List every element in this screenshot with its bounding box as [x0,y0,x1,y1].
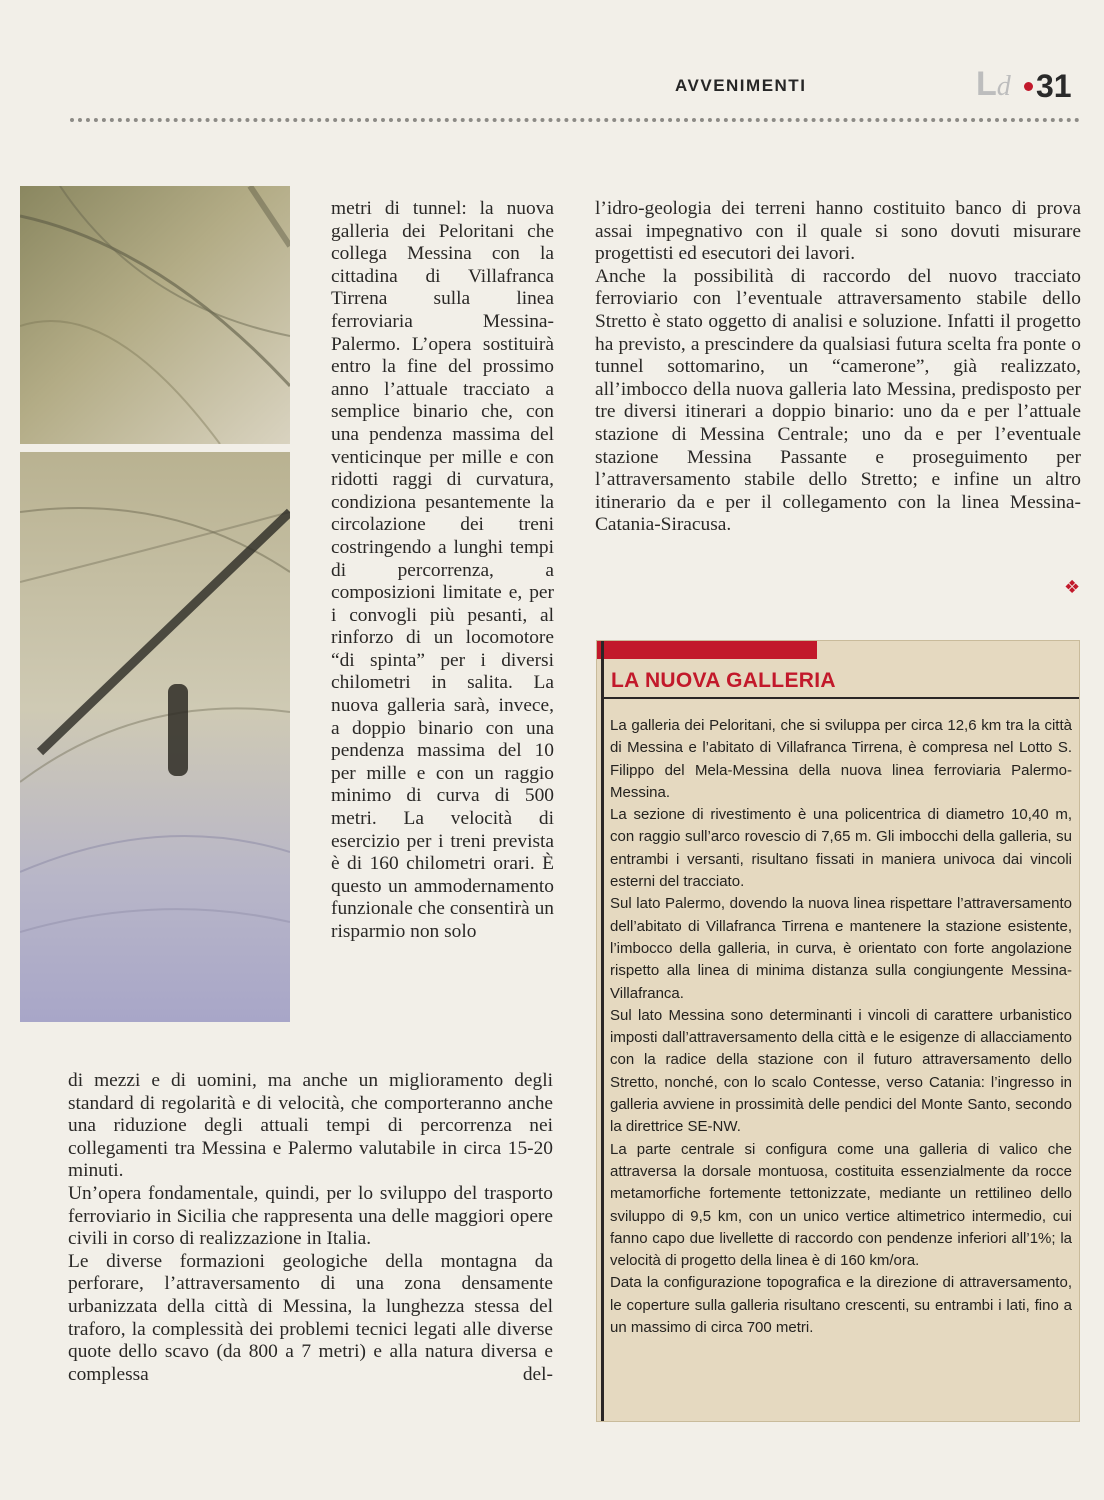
sidebar-box [596,640,1080,1422]
sidebar-paragraph: La sezione di rivestimento è una policentrica di diametro 10,40 m, con raggio sull’arco rovescio di 7,65 m. Gli imbocchi della galleria, su entrambi i versanti, risultano fissati in maniera univoca dai vincoli esterni del tracciato. [610,806,1072,891]
sidebar-title: LA NUOVA GALLERIA [611,669,836,692]
magazine-logo [976,64,1011,107]
end-of-article-icon: ❖ [1064,577,1081,598]
sidebar-title-rule [601,697,1079,699]
article-paragraph: Un’opera fondamentale, quindi, per lo sviluppo del trasporto ferroviario in Sicilia che rappresenta una delle maggiori opere civili in corso di realizzazione in Italia. [68,1182,553,1250]
sidebar-body [610,715,1072,1339]
article-column-right [595,198,1081,537]
sidebar-accent-bar [597,641,817,659]
tunnel-photo-top [20,186,290,444]
page-number: 31 [1036,68,1072,104]
sidebar-paragraph: La galleria dei Peloritani, che si sviluppa per circa 12,6 km tra la città di Messina e l’abitato di Villafranca Tirrena, è compresa nel Lotto S. Filippo del Mela-Messina della nuova linea ferroviaria Palermo-Messina. [610,717,1072,801]
article-paragraph: metri di tunnel: la nuova galleria dei Peloritani che collega Messina con la cittadina di Villafranca Tirrena sulla linea ferroviaria Messina-Palermo. L’opera sostituirà entro la fine del prossimo anno l’attuale tracciato a semplice binario che, con una pendenza massima del venticinque per mille e con ridotti raggi di curvatura, condiziona pesantemente la circolazione dei treni costringendo a lunghi tempi di percorrenza, a composizioni limitate e, per i convogli più pesanti, al rinforzo di un locomotore “di spinta” per i diversi chilometri in salita. La nuova galleria sarà, invece, a doppio binario con una pendenza massima del 10 per mille e con un raggio minimo di curva di 500 metri. La velocità di esercizio per i treni prevista è di 160 chilometri orari. È questo un ammodernamento funzionale che consentirà un risparmio non solo [331,198,554,942]
article-paragraph: di mezzi e di uomini, ma anche un miglioramento degli standard di regolarità e di velocità, che comporteranno anche una riduzione degli attuali tempi di percorrenza nei collegamenti tra Messina e Palermo valutabile in circa 15-20 minuti. [68,1070,553,1182]
header-bullet-icon [1024,82,1033,91]
logo-letter-d: d [996,71,1011,102]
article-paragraph: Le diverse formazioni geologiche della montagna da perforare, l’attraversamento di una zona densamente urbanizzata della città di Messina, la lunghezza stessa del traforo, la complessità dei problemi tecnici legati alle diverse quote dello scavo (da 800 a 7 metri) e alla natura diversa e complessa del- [68,1250,553,1385]
sidebar-vertical-rule [601,641,604,1421]
sidebar-paragraph: Sul lato Messina sono determinanti i vincoli di carattere urbanistico imposti dall’attraversamento della città e le esigenze di allacciamento con la radice della stazione con il futuro attraversamento dello Stretto, nonché, con lo scalo Contesse, verso Catania: l’ingresso in galleria avviene in prossimità delle pendici del Monte Santo, secondo la direttrice SE-NW. [610,1006,1072,1136]
header-divider [70,118,1080,122]
article-column-narrow [331,198,554,944]
article-paragraph: l’idro-geologia dei terreni hanno costituito banco di prova assai impegnativo con il quale si sono dovuti misurare progettisti ed esecutori dei lavori. [595,198,1081,265]
article-paragraph: Anche la possibilità di raccordo del nuovo tracciato ferroviario con l’eventuale attraversamento stabile dello Stretto è stato oggetto di analisi e soluzione. Infatti il progetto ha previsto, a prescindere da qualsiasi futura scelta fra ponte o tunnel sottomarino, un “camerone”, già realizzato, all’imbocco della nuova galleria lato Messina, predisposto per tre diversi itinerari a doppio binario: uno da e per l’attuale stazione di Messina Centrale; uno da e per l’eventuale stazione Messina Passante e proseguimento per l’attraversamento stabile dello Stretto; e infine un altro itinerario da e per il collegamento con la linea Messina-Catania-Siracusa. [595,265,1081,536]
section-title: AVVENIMENTI [675,76,807,95]
sidebar-paragraph: La parte centrale si configura come una galleria di valico che attraversa la dorsale montuosa, costituita essenzialmente da rocce metamorfiche fortemente tettonizzate, mediante un rettilineo dello sviluppo di 9,5 km, con un unico vertice altimetrico intermedio, cui fanno capo due livellette di raccordo con pendenze inferiori all’1%; la velocità di progetto della linea è di 160 km/ora. [610,1140,1072,1270]
logo-letter-l: L [976,65,997,103]
sidebar-paragraph: Sul lato Palermo, dovendo la nuova linea rispettare l’attraversamento dell’abitato di Villafranca Tirrena e mantenere la stazione esistente, l’imbocco della galleria, in curva, è orientato con forte angolazione rispetto alla linea di minima distanza sulla congiungente Messina-Villafranca. [610,895,1072,1002]
sidebar-paragraph: Data la configurazione topografica e la direzione di attraversamento, le coperture sulla galleria risultano crescenti, su entrambi i lati, fino a un massimo di circa 700 metri. [610,1274,1072,1337]
tunnel-photo-bottom [20,452,290,1022]
article-column-left [68,1070,553,1386]
